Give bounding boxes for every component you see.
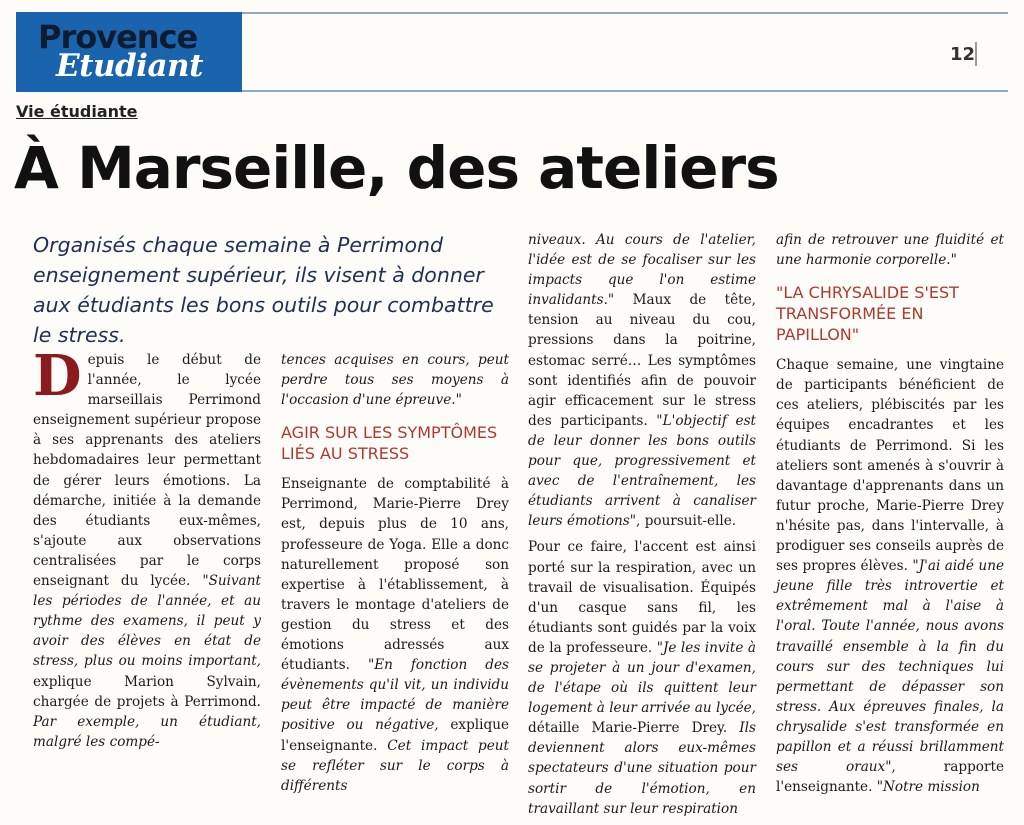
quote-text: J'ai aidé une jeune fille très introvertie et extrêmement mal à l'aise à l'oral. Toute l'année, nous avons travaillé ensemble à la fin du cours sur des techniques lui permettant de dépasser son stress. Aux épreuves finales, la chrysalide s'est transformée en papillon et a réussi brillamment ses oraux	[776, 558, 1004, 776]
page-number: 12	[950, 44, 976, 65]
quote-text: L'objectif est de leur donner les bons outils pour que, progressivement et avec de l'entraînement, les étudiants arrivent à canaliser leurs émotions	[528, 412, 757, 530]
subheading: "LA CHRYSALIDE S'EST TRANSFORMÉE EN PAPILLON"	[776, 283, 959, 345]
article-title: À Marseille, des ateliers	[14, 134, 779, 202]
body-text: epuis le début de l'année, le lycée marseillais Perrimond enseignement supérieur propose à ses apprenants des ateliers hebdomadaires leur permettant de gérer leurs émotions. La démarche, initiée à la demande des étudiants eux-mêmes, s'ajoute aux observations centralisées par le corps enseignant du lycée. "	[33, 352, 261, 590]
body-text: Enseignante de comptabilité à Perrimond, Marie-Pierre Drey est, depuis plus de 10 ans, professeure de Yoga. Elle a donc naturellement proposé son expertise à l'établissement, à travers le montage d'ateliers de gestion du stress et des émotions adressés aux étudiants. "	[281, 476, 509, 674]
page-number-divider	[975, 42, 977, 66]
subheading: AGIR SUR LES SYMPTÔMES LIÉS AU STRESS	[281, 423, 498, 464]
paragraph	[281, 474, 509, 796]
body-text: explique l'enseignante.	[281, 717, 509, 754]
paragraph	[776, 230, 1004, 270]
body-text: " Maux de tête, tension au niveau du cou, pressions dans la poitrine, estomac serré… Les symptômes sont identifiés afin de pouvoir agir efficacement sur le stress des participants. "	[528, 292, 756, 429]
header-rule-bottom	[242, 90, 1008, 92]
body-text: Chaque semaine, une vingtaine de participants bénéficient de ces ateliers, plébiscités par les équipes encadrantes et les étudiants de Perrimond. Si les ateliers sont amenés à s'ouvrir à davantage d'apprenants dans un futur proche, Marie-Pierre Drey n'hésite pas, dans l'intervalle, à prodiguer ses conseils auprès de ses propres élèves. "	[776, 357, 1004, 575]
body-text: Pour ce faire, l'accent est ainsi porté sur la respiration, avec un travail de visualisation. Équipés d'un casque sans fil, les étudiants sont guidés par la voix de la professeure. "	[528, 539, 756, 656]
article-column-2	[281, 350, 509, 802]
quote-text: tences acquises en cours, peut perdre tous ses moyens à l'occasion d'une épreuve.	[281, 352, 509, 409]
body-text: ", rapporte l'enseignante. "	[776, 759, 1004, 796]
logo-line2: Etudiant	[56, 48, 203, 84]
section-label: Vie étudiante	[16, 102, 138, 121]
quote-text: niveaux. Au cours de l'atelier, l'idée est de se focaliser sur les impacts que l'on estime invalidants.	[528, 232, 756, 309]
article-column-4	[776, 230, 1004, 803]
paragraph	[776, 355, 1004, 797]
header-rule-top	[242, 12, 1008, 14]
quote-text: Je les invite à se projeter à un jour d'examen, de l'étape où ils quittent leur logement à leur arrivée au lycée,	[528, 639, 756, 717]
article-column-3	[528, 230, 756, 825]
body-text: ", poursuit-elle.	[629, 513, 737, 530]
quote-text: En fonction des évènements qu'il vit, un individu peut être impacté de manière positive ou négative,	[281, 657, 509, 734]
quote-text: Ils deviennent alors eux-mêmes spectateurs d'une situation pour sortir de l'émotion, en travaillant sur leur respiration	[528, 720, 756, 817]
article-lede: Organisés chaque semaine à Perrimond enseignement supérieur, ils visent à donner aux étudiants les bons outils pour combattre le stress.	[33, 233, 494, 347]
article-column-1	[33, 343, 261, 758]
paragraph	[281, 350, 509, 410]
publication-logo	[16, 12, 242, 92]
quote-text: Notre mission	[882, 779, 980, 796]
quote-text: Par exemple, un étudiant, malgré les compé-	[33, 713, 261, 750]
body-text: "	[950, 252, 957, 269]
quote-text: afin de retrouver une fluidité et une harmonie corporelle.	[776, 232, 1004, 269]
paragraph	[33, 343, 261, 752]
body-text: "	[455, 392, 462, 409]
quote-text: Suivant les périodes de l'année, et au rythme des examens, il peut y avoir des élèves en état de stress, plus ou moins important,	[33, 573, 261, 670]
logo-line1: Provence	[38, 18, 198, 56]
paragraph	[528, 230, 756, 531]
quote-text: Cet impact peut se refléter sur le corps à différents	[281, 737, 509, 794]
body-text: détaille Marie-Pierre Drey.	[528, 720, 740, 737]
drop-cap: D	[33, 343, 82, 409]
body-text: explique Marion Sylvain, chargée de projets à Perrimond.	[33, 673, 261, 710]
paragraph	[528, 537, 756, 818]
